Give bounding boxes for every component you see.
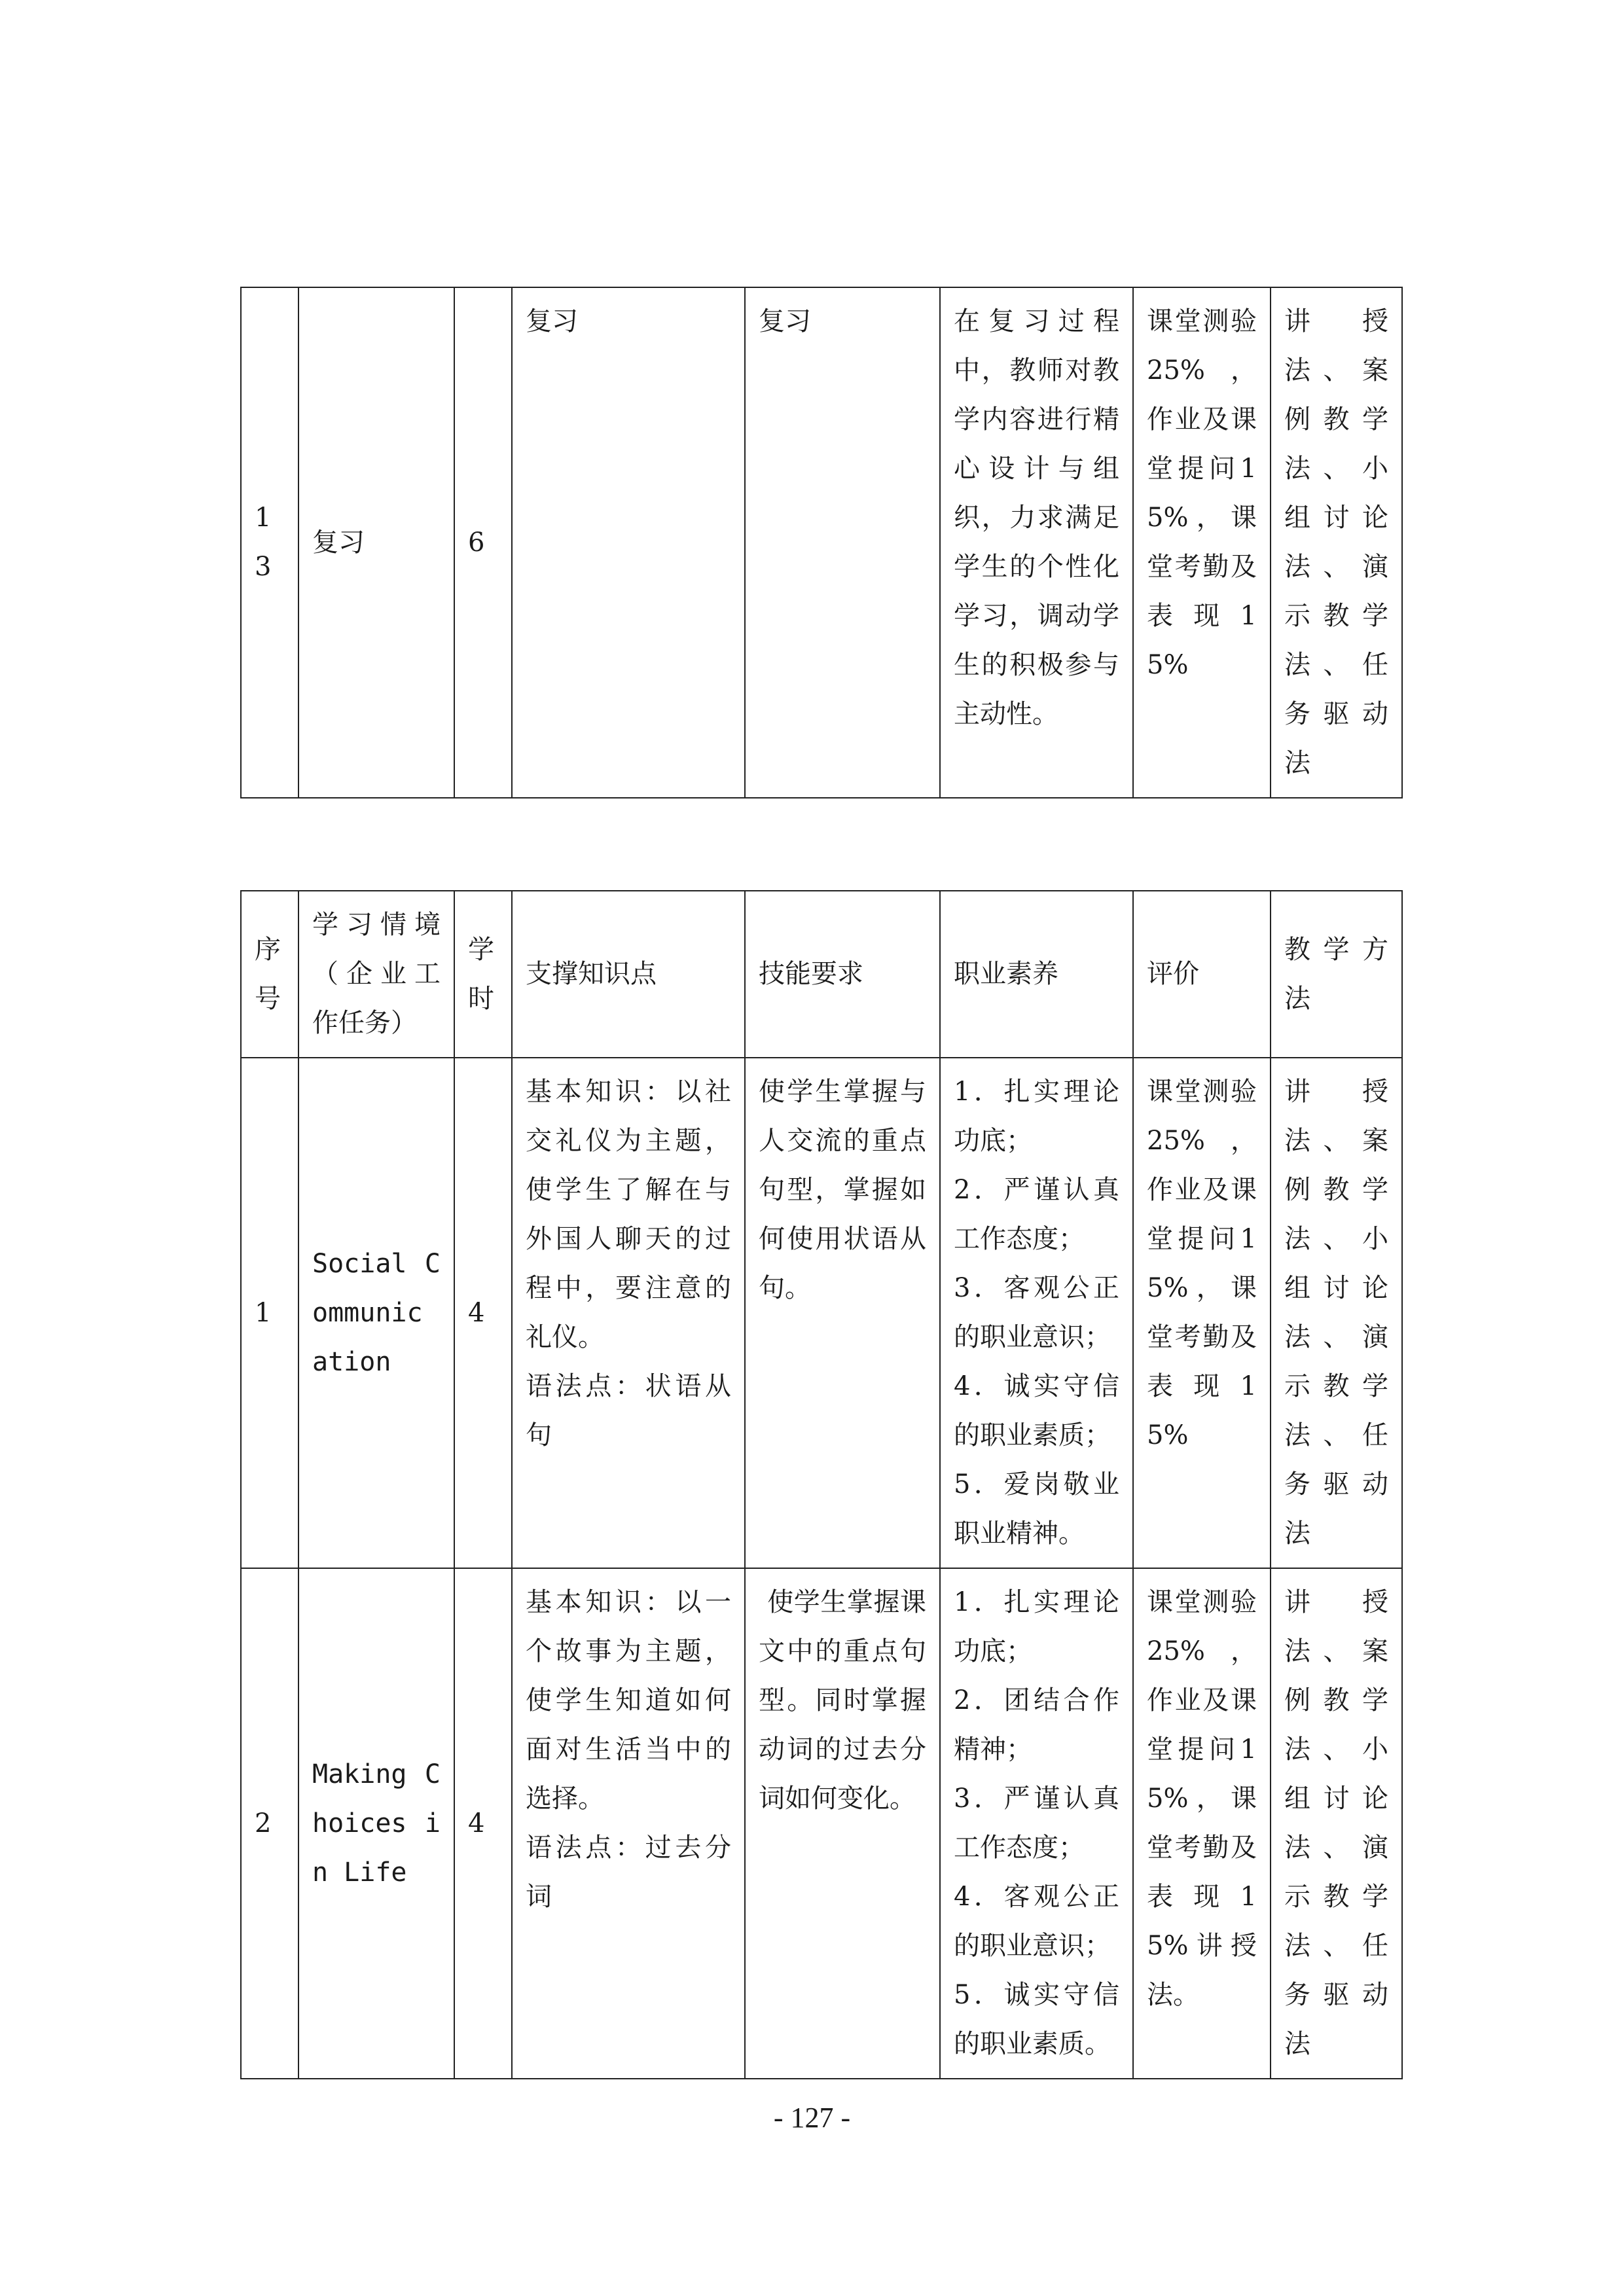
hours-cell: 4 — [454, 1568, 512, 2079]
literacy-cell: 在复习过程中，教师对教学内容进行精心设计与组织，力求满足学生的个性化学习，调动学生的积极参与主动性。 — [940, 287, 1133, 798]
row-number-cell: 13 — [241, 287, 298, 798]
method-cell: 讲授法、案例教学法、小组讨论法、演示教学法、任务驱动法 — [1271, 1058, 1402, 1568]
page-number: - 127 - — [773, 2102, 851, 2134]
skills-cell: 使学生掌握课文中的重点句型。同时掌握动词的过去分词如何变化。 — [745, 1568, 940, 2079]
header-knowledge: 支撑知识点 — [512, 891, 745, 1058]
header-literacy: 职业素养 — [940, 891, 1133, 1058]
table-row — [241, 287, 1402, 798]
header-method: 教学方法 — [1271, 891, 1402, 1058]
evaluation-cell: 课堂测验25%，作业及课堂提问15%，课堂考勤及表现15% — [1133, 287, 1271, 798]
header-skills: 技能要求 — [745, 891, 940, 1058]
context-cell: Social Communic ation — [298, 1058, 454, 1568]
header-row — [241, 891, 1402, 1058]
knowledge-cell: 复习 — [512, 287, 745, 798]
context-cell: Making Choices in Life — [298, 1568, 454, 2079]
knowledge-cell: 基本知识：以一个故事为主题，使学生知道如何面对生活当中的选择。 语法点：过去分词 — [512, 1568, 745, 2079]
row-number-cell: 1 — [241, 1058, 298, 1568]
context-cell: 复习 — [298, 287, 454, 798]
row-number-cell: 2 — [241, 1568, 298, 2079]
header-hours: 学时 — [454, 891, 512, 1058]
header-evaluation: 评价 — [1133, 891, 1271, 1058]
course-table — [240, 890, 1403, 2079]
knowledge-cell: 基本知识：以社交礼仪为主题，使学生了解在与外国人聊天的过程中，要注意的礼仪。 语法点：状语从句 — [512, 1058, 745, 1568]
table-row — [241, 1568, 1402, 2079]
method-cell: 讲授法、案例教学法、小组讨论法、演示教学法、任务驱动法 — [1271, 287, 1402, 798]
method-cell: 讲授法、案例教学法、小组讨论法、演示教学法、任务驱动法 — [1271, 1568, 1402, 2079]
header-no: 序号 — [241, 891, 298, 1058]
hours-cell: 4 — [454, 1058, 512, 1568]
evaluation-cell: 课堂测验25%，作业及课堂提问15%，课堂考勤及表现15% — [1133, 1058, 1271, 1568]
header-context: 学习情境（企业工作任务） — [298, 891, 454, 1058]
evaluation-cell: 课堂测验25%，作业及课堂提问15%，课堂考勤及表现15%讲授法。 — [1133, 1568, 1271, 2079]
review-table — [240, 287, 1403, 798]
literacy-cell: 1．扎实理论功底； 2．团结合作精神； 3．严谨认真工作态度； 4．客观公正的职业意识； 5．诚实守信的职业素质。 — [940, 1568, 1133, 2079]
skills-cell: 复习 — [745, 287, 940, 798]
hours-cell: 6 — [454, 287, 512, 798]
literacy-cell: 1．扎实理论功底； 2．严谨认真工作态度； 3．客观公正的职业意识； 4．诚实守信的职业素质； 5．爱岗敬业职业精神。 — [940, 1058, 1133, 1568]
skills-cell: 使学生掌握与人交流的重点句型，掌握如何使用状语从句。 — [745, 1058, 940, 1568]
table-row — [241, 1058, 1402, 1568]
